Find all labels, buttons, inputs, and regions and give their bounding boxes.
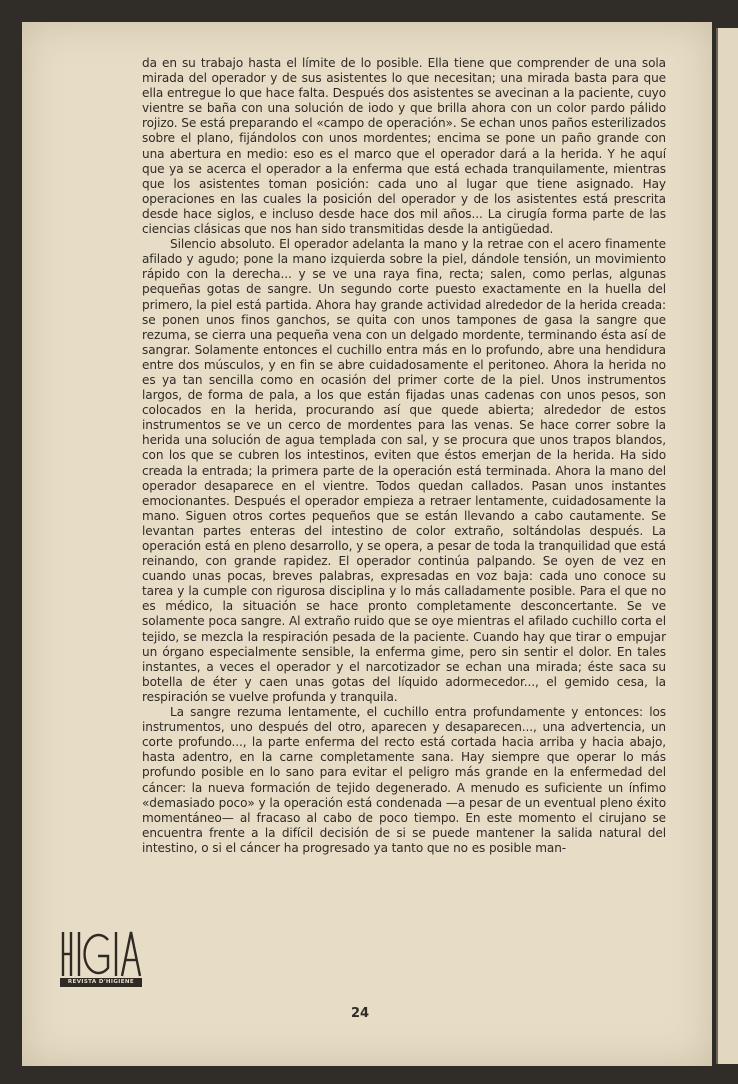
body-text: [142, 56, 666, 856]
page-number: 24: [350, 1006, 370, 1021]
paragraph-2: Silencio absoluto. El operador adelanta la mano y la retrae con el acero finamente afilado y agudo; pone la mano izquierda sobre la piel, dándole tensión, un movimiento rápido con la derecha... y se ve una raya fina, recta; salen, como perlas, algunas pequeñas gotas de sangre. Un segundo corte puesto exactamente en la huella del primero, la piel está partida. Ahora hay grande actividad alrededor de la herida creada: se ponen unos finos ganchos, se quita con unos tampones de gasa la sangre que rezuma, se cierra una pequeña vena con un delgado mordente, terminando ésta así de sangrar. Solamente entonces el cuchillo entra más en lo profundo, abre una hendidura entre dos músculos, y en fin se abre cuidadosamente el peritoneo. Ahora la herida no es ya tan sencilla como en ocasión del primer corte de la piel. Unos instrumentos largos, de forma de pala, a los que están fijadas unas cadenas con unos pesos, son colocados en la herida, procurando así que quede abierta; alrededor de estos instrumentos se ve un cerco de mordentes para las venas. Se hace correr sobre la herida una solución de agua templada con sal, y se procura que unos trapos blandos, con los que se cubren los intestinos, eviten que éstos emerjan de la herida. Ha sido creada la entrada; la primera parte de la operación está terminada. Ahora la mano del operador desaparece en el vientre. Todos quedan callados. Pasan unos instantes emocionantes. Después el operador empieza a retraer lentamente, cuidadosamente la mano. Siguen otros cortes pequeños que se están llevando a cabo cautamente. Se levantan partes enteras del intestino de color extraño, soltándolas después. La operación está en pleno desarrollo, y se opera, a pesar de toda la tranquilidad que está reinando, con grande rapidez. El operador continúa palpando. Se oyen de vez en cuando unas pocas, breves palabras, expresadas en voz baja: cada uno conoce su tarea y la cumple con rigurosa disciplina y lo más calladamente posible. Para el que no es médico, la situación se hace pronto completamente desconcertante. Se ve solamente poca sangre. Al extraño ruido que se oye mientras el afilado cuchillo corta el tejido, se mezcla la respiración pesada de la paciente. Cuando hay que tirar o empujar un órgano especialmente sensible, la enferma gime, pero sin sentir el dolor. En tales instantes, a veces el operador y el narcotizador se echan una mirada; éste saca su botella de éter y caen unas gotas del líquido adormecedor..., el gemido cesa, la respiración se vuelve profunda y tranquila.: [142, 237, 666, 704]
paragraph-1: da en su trabajo hasta el límite de lo posible. Ella tiene que comprender de una sola mirada del operador y de sus asistentes lo que necesitan; una mirada basta para que ella entregue lo que hace falta. Después dos asistentes se avecinan a la paciente, cuyo vientre se baña con una solución de iodo y que brilla ahora con un color pardo pálido rojizo. Se está preparando el «campo de operación». Se echan unos paños esterilizados sobre el plano, fijándolos con unos mordentes; encima se pone un paño grande con una abertura en medio: eso es el marco que el operador dará a la herida. Y he aquí que ya se acerca el operador a la enferma que está echada tranquilamente, mientras que los asistentes toman posición: cada uno al lugar que tiene asignado. Hay operaciones en las cuales la posición del operador y de los asistentes está prescrita desde hace siglos, e incluso desde hace dos mil años... La cirugía forma parte de las ciencias clásicas que nos han sido transmitidas desde la antigüedad.: [142, 56, 666, 237]
adjacent-page-edge: [716, 28, 738, 1064]
logo-subtitle: REVISTA D'HIGIENE: [60, 978, 142, 987]
higia-logo-icon: [60, 928, 142, 978]
paragraph-3: La sangre rezuma lentamente, el cuchillo entra profundamente y entonces: los instrumentos, uno después del otro, aparecen y desaparecen..., una advertencia, un corte profundo..., la parte enferma del recto está cortada hacia arriba y hacia abajo, hasta adentro, en la carne completamente sana. Hay siempre que operar lo más profundo posible en lo sano para evitar el peligro más grande en la enfermedad del cáncer: la nueva formación de tejido degenerado. A menudo es suficiente un ínfimo «demasiado poco» y la operación está condenada —a pesar de un eventual pleno éxito momentáneo— al fracaso al cabo de poco tiempo. En este momento el cirujano se encuentra frente a la difícil decisión de si se puede mantener la salida natural del intestino, o si el cáncer ha progresado ya tanto que no es posible man-: [142, 705, 666, 855]
